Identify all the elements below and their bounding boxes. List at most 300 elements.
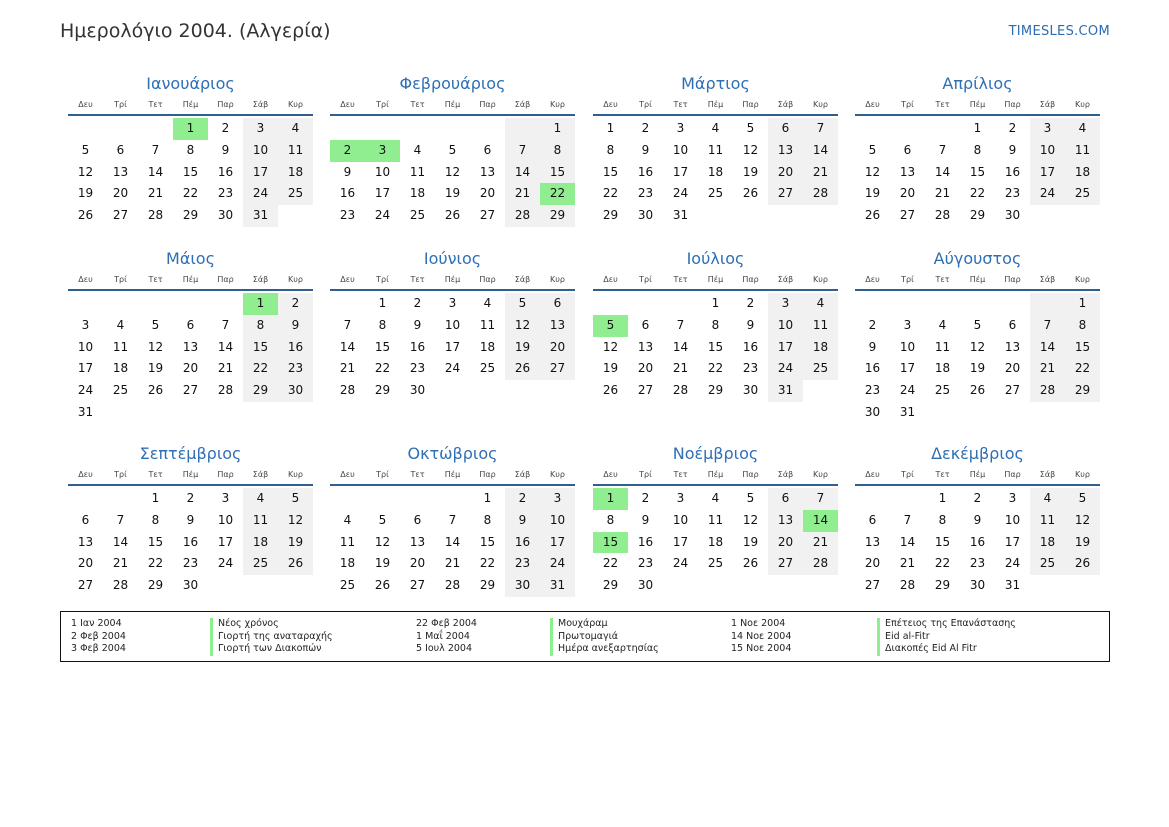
day-cell[interactable]: 1: [973, 121, 982, 135]
day-cell[interactable]: 26: [147, 383, 164, 398]
day-cell[interactable]: 11: [934, 339, 951, 354]
day-cell[interactable]: 8: [186, 142, 195, 157]
day-cell[interactable]: 23: [182, 556, 199, 571]
day-cell[interactable]: 26: [969, 383, 986, 398]
day-cell[interactable]: 16: [1004, 164, 1021, 179]
day-cell[interactable]: 18: [934, 361, 951, 376]
day-cell[interactable]: 20: [768, 162, 803, 184]
day-cell[interactable]: 23: [278, 358, 313, 380]
day-cell[interactable]: 28: [147, 208, 164, 223]
day-cell[interactable]: 3: [903, 317, 912, 332]
day-cell[interactable]: 9: [973, 512, 982, 527]
day-cell[interactable]: 25: [278, 183, 313, 205]
day-cell[interactable]: 12: [374, 534, 391, 549]
day-cell[interactable]: 6: [81, 512, 90, 527]
day-cell[interactable]: 26: [444, 208, 461, 223]
day-cell[interactable]: 22: [602, 556, 619, 571]
day-cell[interactable]: 3: [1030, 118, 1065, 140]
day-cell[interactable]: 10: [1004, 512, 1021, 527]
day-cell[interactable]: 25: [112, 383, 129, 398]
day-cell[interactable]: 29: [540, 205, 575, 227]
day-cell[interactable]: 9: [868, 339, 877, 354]
day-cell[interactable]: 2: [746, 296, 755, 310]
day-cell[interactable]: 18: [278, 162, 313, 184]
day-cell[interactable]: 10: [444, 317, 461, 332]
day-cell[interactable]: 20: [112, 186, 129, 201]
day-cell[interactable]: 5: [278, 488, 313, 510]
day-cell[interactable]: 13: [182, 339, 199, 354]
day-cell[interactable]: 9: [278, 315, 313, 337]
day-cell[interactable]: 19: [864, 186, 881, 201]
day-cell[interactable]: 2: [278, 293, 313, 315]
day-cell[interactable]: 1: [938, 491, 947, 505]
day-cell[interactable]: 15: [374, 339, 391, 354]
day-cell[interactable]: 29: [243, 380, 278, 402]
day-cell[interactable]: 4: [803, 293, 838, 315]
day-cell[interactable]: 7: [505, 140, 540, 162]
day-cell[interactable]: 17: [899, 361, 916, 376]
day-cell[interactable]: 30: [637, 208, 654, 223]
day-cell[interactable]: 20: [1004, 361, 1021, 376]
day-cell[interactable]: 29: [934, 578, 951, 593]
day-cell[interactable]: 4: [343, 512, 352, 527]
day-cell[interactable]: 22: [182, 186, 199, 201]
day-cell[interactable]: 19: [602, 361, 619, 376]
day-cell[interactable]: 31: [77, 404, 94, 419]
day-cell[interactable]: 28: [505, 205, 540, 227]
day-cell[interactable]: 20: [77, 556, 94, 571]
day-cell[interactable]: 16: [409, 339, 426, 354]
day-cell[interactable]: 20: [409, 556, 426, 571]
day-cell[interactable]: 8: [606, 512, 615, 527]
day-cell[interactable]: 29: [182, 208, 199, 223]
day-cell[interactable]: 4: [116, 317, 125, 332]
day-cell[interactable]: 30: [742, 383, 759, 398]
day-cell[interactable]: 23: [339, 208, 356, 223]
day-cell[interactable]: 24: [1030, 183, 1065, 205]
day-cell[interactable]: 7: [803, 118, 838, 140]
day-cell[interactable]: 4: [278, 118, 313, 140]
day-cell[interactable]: 15: [1065, 337, 1100, 359]
day-cell[interactable]: 23: [637, 186, 654, 201]
day-cell[interactable]: 2: [186, 491, 195, 505]
day-cell[interactable]: 17: [77, 361, 94, 376]
day-cell[interactable]: 6: [768, 488, 803, 510]
day-cell[interactable]: 10: [217, 512, 234, 527]
day-cell[interactable]: 25: [707, 186, 724, 201]
day-cell[interactable]: 10: [77, 339, 94, 354]
day-cell[interactable]: 14: [1030, 337, 1065, 359]
day-cell[interactable]: 10: [374, 164, 391, 179]
day-cell[interactable]: 25: [1065, 183, 1100, 205]
day-cell[interactable]: 18: [243, 532, 278, 554]
day-cell[interactable]: 26: [1065, 553, 1100, 575]
day-cell[interactable]: 1: [606, 121, 615, 135]
day-cell[interactable]: 9: [413, 317, 422, 332]
day-cell[interactable]: 19: [278, 532, 313, 554]
day-cell[interactable]: 22: [1065, 358, 1100, 380]
day-cell[interactable]: 8: [243, 315, 278, 337]
day-cell[interactable]: 20: [899, 186, 916, 201]
day-cell[interactable]: 29: [969, 208, 986, 223]
day-cell[interactable]: 29: [374, 383, 391, 398]
day-cell[interactable]: 11: [409, 164, 426, 179]
day-cell[interactable]: 6: [641, 317, 650, 332]
day-cell[interactable]: 10: [899, 339, 916, 354]
day-cell[interactable]: 27: [112, 208, 129, 223]
day-cell[interactable]: 4: [711, 491, 720, 505]
day-cell[interactable]: 11: [1030, 510, 1065, 532]
day-cell[interactable]: 19: [444, 186, 461, 201]
day-cell[interactable]: 22: [374, 361, 391, 376]
day-cell[interactable]: 23: [864, 383, 881, 398]
day-cell[interactable]: 25: [479, 361, 496, 376]
day-cell[interactable]: 4: [1030, 488, 1065, 510]
day-cell[interactable]: 17: [444, 339, 461, 354]
day-cell[interactable]: 14: [444, 534, 461, 549]
day-cell[interactable]: 19: [147, 361, 164, 376]
day-cell[interactable]: 30: [182, 578, 199, 593]
day-cell[interactable]: 20: [182, 361, 199, 376]
day-cell[interactable]: 12: [444, 164, 461, 179]
day-cell[interactable]: 3: [221, 491, 230, 505]
day-cell[interactable]: 31: [540, 575, 575, 597]
day-cell[interactable]: 6: [1008, 317, 1017, 332]
day-cell[interactable]: 31: [1004, 578, 1021, 593]
day-cell[interactable]: 26: [864, 208, 881, 223]
day-cell[interactable]: 14: [147, 164, 164, 179]
day-cell[interactable]: 2: [868, 317, 877, 332]
day-cell[interactable]: 2: [505, 488, 540, 510]
day-cell[interactable]: 28: [444, 578, 461, 593]
day-cell[interactable]: 24: [374, 208, 391, 223]
day-cell[interactable]: 28: [112, 578, 129, 593]
day-cell[interactable]: 13: [1004, 339, 1021, 354]
day-cell[interactable]: 1: [173, 118, 208, 140]
day-cell[interactable]: 8: [540, 140, 575, 162]
day-cell[interactable]: 17: [374, 186, 391, 201]
day-cell[interactable]: 4: [1065, 118, 1100, 140]
day-cell[interactable]: 15: [934, 534, 951, 549]
day-cell[interactable]: 3: [365, 140, 400, 162]
day-cell[interactable]: 10: [243, 140, 278, 162]
day-cell[interactable]: 26: [505, 358, 540, 380]
day-cell[interactable]: 28: [934, 208, 951, 223]
day-cell[interactable]: 19: [505, 337, 540, 359]
day-cell[interactable]: 13: [77, 534, 94, 549]
day-cell[interactable]: 24: [77, 383, 94, 398]
brand-link[interactable]: TIMESLES.COM: [1008, 24, 1110, 39]
day-cell[interactable]: 14: [672, 339, 689, 354]
day-cell[interactable]: 12: [864, 164, 881, 179]
day-cell[interactable]: 21: [803, 162, 838, 184]
day-cell[interactable]: 18: [1030, 532, 1065, 554]
day-cell[interactable]: 9: [1008, 142, 1017, 157]
day-cell[interactable]: 12: [278, 510, 313, 532]
day-cell[interactable]: 26: [742, 556, 759, 571]
day-cell[interactable]: 29: [479, 578, 496, 593]
day-cell[interactable]: 27: [540, 358, 575, 380]
day-cell[interactable]: 16: [217, 164, 234, 179]
day-cell[interactable]: 30: [969, 578, 986, 593]
day-cell[interactable]: 26: [77, 208, 94, 223]
day-cell[interactable]: 26: [278, 553, 313, 575]
day-cell[interactable]: 7: [1030, 315, 1065, 337]
day-cell[interactable]: 11: [803, 315, 838, 337]
day-cell[interactable]: 18: [707, 534, 724, 549]
day-cell[interactable]: 1: [711, 296, 720, 310]
day-cell[interactable]: 22: [969, 186, 986, 201]
day-cell[interactable]: 15: [707, 339, 724, 354]
day-cell[interactable]: 13: [864, 534, 881, 549]
day-cell[interactable]: 13: [768, 140, 803, 162]
day-cell[interactable]: 15: [479, 534, 496, 549]
day-cell[interactable]: 7: [343, 317, 352, 332]
day-cell[interactable]: 17: [217, 534, 234, 549]
day-cell[interactable]: 14: [505, 162, 540, 184]
day-cell[interactable]: 14: [217, 339, 234, 354]
day-cell[interactable]: 24: [672, 186, 689, 201]
day-cell[interactable]: 23: [217, 186, 234, 201]
day-cell[interactable]: 6: [903, 142, 912, 157]
day-cell[interactable]: 24: [540, 553, 575, 575]
day-cell[interactable]: 15: [147, 534, 164, 549]
day-cell[interactable]: 5: [151, 317, 160, 332]
day-cell[interactable]: 18: [339, 556, 356, 571]
day-cell[interactable]: 15: [602, 164, 619, 179]
day-cell[interactable]: 12: [1065, 510, 1100, 532]
day-cell[interactable]: 11: [707, 142, 724, 157]
day-cell[interactable]: 17: [1004, 534, 1021, 549]
day-cell[interactable]: 7: [116, 512, 125, 527]
day-cell[interactable]: 23: [969, 556, 986, 571]
day-cell[interactable]: 23: [409, 361, 426, 376]
day-cell[interactable]: 27: [409, 578, 426, 593]
day-cell[interactable]: 11: [479, 317, 496, 332]
day-cell[interactable]: 26: [602, 383, 619, 398]
day-cell[interactable]: 10: [672, 512, 689, 527]
day-cell[interactable]: 31: [243, 205, 278, 227]
day-cell[interactable]: 25: [1030, 553, 1065, 575]
day-cell[interactable]: 3: [676, 121, 685, 135]
day-cell[interactable]: 13: [540, 315, 575, 337]
day-cell[interactable]: 30: [409, 383, 426, 398]
day-cell[interactable]: 25: [707, 556, 724, 571]
day-cell[interactable]: 13: [768, 510, 803, 532]
day-cell[interactable]: 30: [278, 380, 313, 402]
day-cell[interactable]: 8: [151, 512, 160, 527]
day-cell[interactable]: 18: [409, 186, 426, 201]
day-cell[interactable]: 15: [243, 337, 278, 359]
day-cell[interactable]: 13: [479, 164, 496, 179]
day-cell[interactable]: 1: [1065, 293, 1100, 315]
day-cell[interactable]: 21: [1030, 358, 1065, 380]
day-cell[interactable]: 21: [803, 532, 838, 554]
day-cell[interactable]: 21: [444, 556, 461, 571]
day-cell[interactable]: 17: [243, 162, 278, 184]
day-cell[interactable]: 3: [448, 296, 457, 310]
day-cell[interactable]: 2: [973, 491, 982, 505]
day-cell[interactable]: 25: [243, 553, 278, 575]
day-cell[interactable]: 17: [540, 532, 575, 554]
day-cell[interactable]: 7: [803, 488, 838, 510]
day-cell[interactable]: 12: [147, 339, 164, 354]
day-cell[interactable]: 21: [112, 556, 129, 571]
day-cell[interactable]: 16: [637, 534, 654, 549]
day-cell[interactable]: 24: [672, 556, 689, 571]
day-cell[interactable]: 23: [1004, 186, 1021, 201]
day-cell[interactable]: 16: [969, 534, 986, 549]
day-cell[interactable]: 30: [217, 208, 234, 223]
day-cell[interactable]: 16: [505, 532, 540, 554]
day-cell[interactable]: 7: [903, 512, 912, 527]
day-cell[interactable]: 23: [505, 553, 540, 575]
day-cell[interactable]: 21: [217, 361, 234, 376]
day-cell[interactable]: 2: [641, 491, 650, 505]
day-cell[interactable]: 29: [147, 578, 164, 593]
day-cell[interactable]: 5: [505, 293, 540, 315]
day-cell[interactable]: 21: [672, 361, 689, 376]
day-cell[interactable]: 11: [707, 512, 724, 527]
day-cell[interactable]: 27: [768, 183, 803, 205]
day-cell[interactable]: 3: [540, 488, 575, 510]
day-cell[interactable]: 3: [81, 317, 90, 332]
day-cell[interactable]: 29: [707, 383, 724, 398]
day-cell[interactable]: 16: [182, 534, 199, 549]
day-cell[interactable]: 22: [540, 183, 575, 205]
day-cell[interactable]: 10: [768, 315, 803, 337]
day-cell[interactable]: 28: [803, 553, 838, 575]
day-cell[interactable]: 15: [540, 162, 575, 184]
day-cell[interactable]: 18: [479, 339, 496, 354]
day-cell[interactable]: 15: [182, 164, 199, 179]
day-cell[interactable]: 20: [540, 337, 575, 359]
day-cell[interactable]: 27: [864, 578, 881, 593]
day-cell[interactable]: 12: [602, 339, 619, 354]
day-cell[interactable]: 17: [1030, 162, 1065, 184]
day-cell[interactable]: 8: [1065, 315, 1100, 337]
day-cell[interactable]: 18: [707, 164, 724, 179]
day-cell[interactable]: 20: [768, 532, 803, 554]
day-cell[interactable]: 14: [803, 140, 838, 162]
day-cell[interactable]: 16: [339, 186, 356, 201]
day-cell[interactable]: 2: [413, 296, 422, 310]
day-cell[interactable]: 17: [768, 337, 803, 359]
day-cell[interactable]: 9: [641, 142, 650, 157]
day-cell[interactable]: 24: [444, 361, 461, 376]
day-cell[interactable]: 19: [77, 186, 94, 201]
day-cell[interactable]: 9: [746, 317, 755, 332]
day-cell[interactable]: 9: [641, 512, 650, 527]
day-cell[interactable]: 25: [803, 358, 838, 380]
day-cell[interactable]: 1: [151, 491, 160, 505]
day-cell[interactable]: 16: [742, 339, 759, 354]
day-cell[interactable]: 27: [637, 383, 654, 398]
day-cell[interactable]: 7: [151, 142, 160, 157]
day-cell[interactable]: 30: [1004, 208, 1021, 223]
day-cell[interactable]: 16: [278, 337, 313, 359]
day-cell[interactable]: 22: [602, 186, 619, 201]
day-cell[interactable]: 13: [899, 164, 916, 179]
day-cell[interactable]: 22: [479, 556, 496, 571]
day-cell[interactable]: 26: [374, 578, 391, 593]
day-cell[interactable]: 11: [243, 510, 278, 532]
day-cell[interactable]: 8: [606, 142, 615, 157]
day-cell[interactable]: 5: [448, 142, 457, 157]
day-cell[interactable]: 14: [899, 534, 916, 549]
day-cell[interactable]: 24: [899, 383, 916, 398]
day-cell[interactable]: 2: [330, 140, 365, 162]
day-cell[interactable]: 21: [899, 556, 916, 571]
day-cell[interactable]: 31: [768, 380, 803, 402]
day-cell[interactable]: 4: [711, 121, 720, 135]
day-cell[interactable]: 8: [483, 512, 492, 527]
day-cell[interactable]: 24: [1004, 556, 1021, 571]
day-cell[interactable]: 10: [1030, 140, 1065, 162]
day-cell[interactable]: 9: [343, 164, 352, 179]
day-cell[interactable]: 12: [742, 512, 759, 527]
day-cell[interactable]: 5: [746, 491, 755, 505]
day-cell[interactable]: 30: [864, 404, 881, 419]
day-cell[interactable]: 12: [77, 164, 94, 179]
day-cell[interactable]: 28: [672, 383, 689, 398]
day-cell[interactable]: 28: [339, 383, 356, 398]
day-cell[interactable]: 25: [409, 208, 426, 223]
day-cell[interactable]: 5: [81, 142, 90, 157]
day-cell[interactable]: 20: [479, 186, 496, 201]
day-cell[interactable]: 19: [374, 556, 391, 571]
day-cell[interactable]: 14: [339, 339, 356, 354]
day-cell[interactable]: 19: [969, 361, 986, 376]
day-cell[interactable]: 7: [676, 317, 685, 332]
day-cell[interactable]: 5: [868, 142, 877, 157]
day-cell[interactable]: 1: [540, 118, 575, 140]
day-cell[interactable]: 11: [1065, 140, 1100, 162]
day-cell[interactable]: 24: [768, 358, 803, 380]
day-cell[interactable]: 22: [934, 556, 951, 571]
day-cell[interactable]: 19: [742, 534, 759, 549]
day-cell[interactable]: 28: [217, 383, 234, 398]
day-cell[interactable]: 16: [637, 164, 654, 179]
day-cell[interactable]: 21: [147, 186, 164, 201]
day-cell[interactable]: 5: [1065, 488, 1100, 510]
day-cell[interactable]: 1: [378, 296, 387, 310]
day-cell[interactable]: 11: [339, 534, 356, 549]
day-cell[interactable]: 20: [864, 556, 881, 571]
day-cell[interactable]: 7: [938, 142, 947, 157]
day-cell[interactable]: 29: [1065, 380, 1100, 402]
day-cell[interactable]: 6: [116, 142, 125, 157]
day-cell[interactable]: 28: [899, 578, 916, 593]
day-cell[interactable]: 20: [637, 361, 654, 376]
day-cell[interactable]: 19: [742, 164, 759, 179]
day-cell[interactable]: 18: [803, 337, 838, 359]
day-cell[interactable]: 12: [969, 339, 986, 354]
day-cell[interactable]: 22: [707, 361, 724, 376]
day-cell[interactable]: 14: [803, 510, 838, 532]
day-cell[interactable]: 31: [672, 208, 689, 223]
day-cell[interactable]: 13: [112, 164, 129, 179]
day-cell[interactable]: 27: [182, 383, 199, 398]
day-cell[interactable]: 4: [413, 142, 422, 157]
day-cell[interactable]: 11: [112, 339, 129, 354]
day-cell[interactable]: 5: [378, 512, 387, 527]
day-cell[interactable]: 26: [742, 186, 759, 201]
day-cell[interactable]: 8: [378, 317, 387, 332]
day-cell[interactable]: 21: [339, 361, 356, 376]
day-cell[interactable]: 19: [1065, 532, 1100, 554]
day-cell[interactable]: 8: [938, 512, 947, 527]
